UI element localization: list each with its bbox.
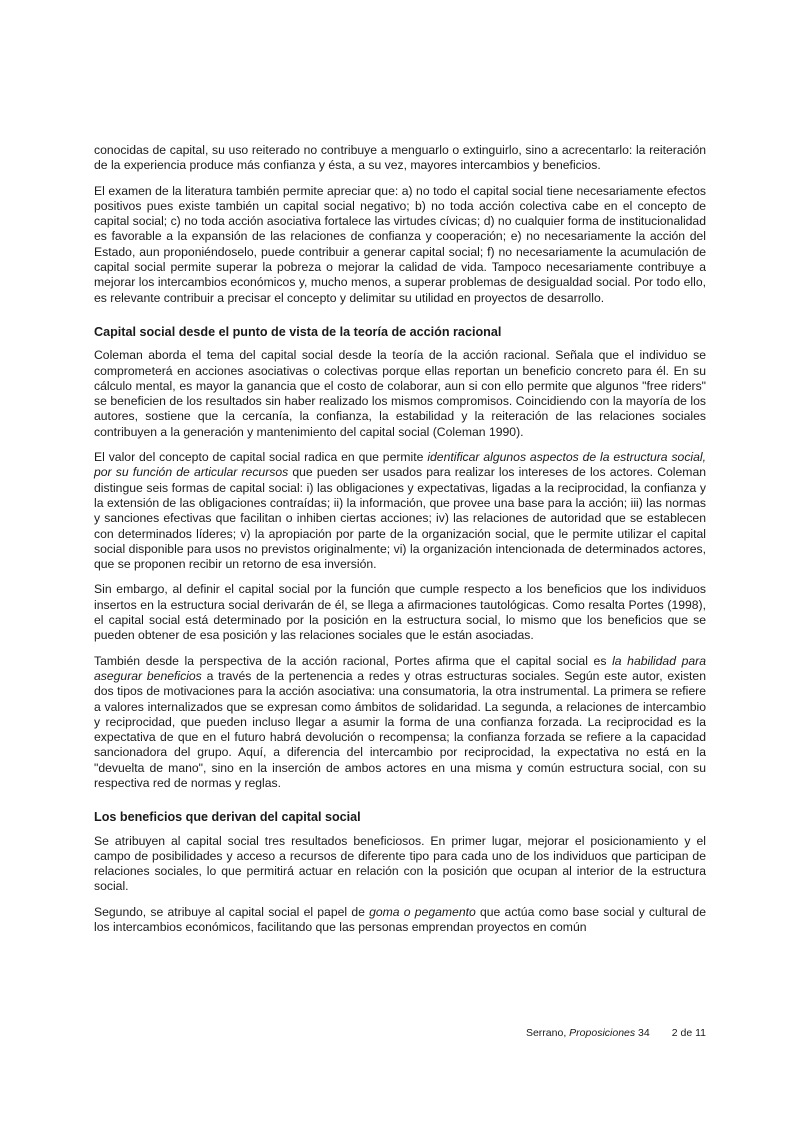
paragraph-text: que actúa como base social y cultural de los intercambios económicos, facilitando que las personas emprendan proyectos en común (94, 904, 706, 935)
page-number: 2 de 11 (671, 1027, 706, 1039)
paragraph-text: que pueden ser usados para realizar los intereses de los actores. Coleman distingue seis formas de capital social: i) las obligaciones y expectativas, ligadas a la reciprocidad, la confianza y la extensión de las obligaciones contraídas; ii) la información, que provee una base para la acción; iii) las normas y sanciones efectivas que facilitan o inhiben ciertas acciones; iv) las relaciones de autoridad que se establecen con determinados líderes; v) la apropiación por parte de la organización social, que le permite utilizar el capital social disponible para usos no previstos originalmente; vi) la organización intencionada de determinados actores, que se proponen recibir un retorno de esa inversión. (94, 465, 706, 572)
paragraph-text: El valor del concepto de capital social radica en que permite (94, 450, 428, 465)
section-heading: Los beneficios que derivan del capital social (94, 810, 361, 825)
paragraph (94, 450, 706, 572)
footer-author: Serrano, (525, 1027, 570, 1039)
paragraph: conocidas de capital, su uso reiterado no contribuye a menguarlo o extinguirlo, sino a acrecentarlo: la reiteración de la experiencia produce más confianza y ésta, a su vez, mayores intercambios y beneficios. (94, 143, 706, 173)
page-footer (526, 1027, 706, 1039)
emphasis-text: la habilidad para asegurar beneficios (94, 653, 706, 683)
paragraph: El examen de la literatura también permite apreciar que: a) no todo el capital social tiene necesariamente efectos positivos pues existe también un capital social negativo; b) no toda acción colectiva cabe en el concepto de capital social; c) no toda acción asociativa fortalece las virtudes cívicas; d) no cualquier forma de institucionalidad es favorable a la expansión de las relaciones de confianza y cooperación; e) no necesariamente la acción del Estado, aun proponiéndoselo, puede contribuir a generar capital social; f) no necesariamente la acumulación de capital social permite superar la pobreza o mejorar la calidad de vida. Tampoco necesariamente contribuye a mejorar los intercambios económicos y, mucho menos, a superar problemas de desigualdad social. Por todo ello, es relevante contribuir a precisar el concepto y delimitar su utilidad en proyectos de desarrollo. (94, 183, 706, 305)
section-heading: Capital social desde el punto de vista de la teoría de acción racional (94, 324, 502, 339)
footer-issue: 34 (635, 1027, 650, 1039)
paragraph-text: Segundo, se atribuye al capital social el papel de (94, 904, 370, 919)
paragraph-text: También desde la perspectiva de la acción racional, Portes afirma que el capital social es (94, 653, 613, 668)
emphasis-text: goma o pegamento (369, 904, 476, 919)
document-body (94, 143, 706, 945)
paragraph: Coleman aborda el tema del capital social desde la teoría de la acción racional. Señala que el individuo se comprometerá en acciones asociativas o colectivas porque ellas reportan un beneficio concreto para él. En su cálculo mental, es mayor la ganancia que el costo de colaborar, aun si con ello permite que algunos "free riders" se beneficien de los resultados sin haber realizado los mismos compromisos. Coincidiendo con la mayoría de los autores, sostiene que la cercanía, la confianza, la estabilidad y la reiteración de las relaciones sociales contribuyen a la generación y mantenimiento del capital social (Coleman 1990). (94, 348, 706, 439)
paragraph: Sin embargo, al definir el capital social por la función que cumple respecto a los beneficios que los individuos insertos en la estructura social derivarán de él, se llega a afirmaciones tautológicas. Como resalta Portes (1998), el capital social está determinado por la posición en la estructura social, lo mismo que los beneficios que se pueden obtener de esa posición y las relaciones sociales que le están asociadas. (94, 582, 706, 643)
paragraph (94, 905, 706, 936)
paragraph: Se atribuyen al capital social tres resultados beneficiosos. En primer lugar, mejorar el posicionamiento y el campo de posibilidades y acceso a recursos de diferente tipo para cada uno de los individuos que participan de relaciones sociales, lo que permitirá actuar en relación con la posición que ocupan al interior de la estructura social. (94, 833, 706, 894)
footer-journal: Proposiciones (569, 1027, 636, 1039)
emphasis-text: identificar algunos aspectos de la estructura social, por su función de articular recursos (94, 450, 706, 480)
paragraph (94, 654, 706, 792)
paragraph-text: a través de la pertenencia a redes y otras estructuras sociales. Según este autor, existen dos tipos de motivaciones para la acción asociativa: una consumatoria, la otra instrumental. La primera se refiere a valores internalizados que se expresan como ámbitos de solidaridad. La segunda, a relaciones de intercambio y reciprocidad, que pueden incluso llegar a asumir la forma de una confianza forzada. La reciprocidad es la expectativa de que en el futuro habrá devolución o recompensa; la confianza forzada se refiere a la capacidad sancionadora del grupo. Aquí, a diferencia del intercambio por reciprocidad, la expectativa no está en la "devuelta de mano", sino en la inserción de ambos actores en una misma y común estructura social, con su respectiva red de normas y reglas. (94, 668, 706, 790)
